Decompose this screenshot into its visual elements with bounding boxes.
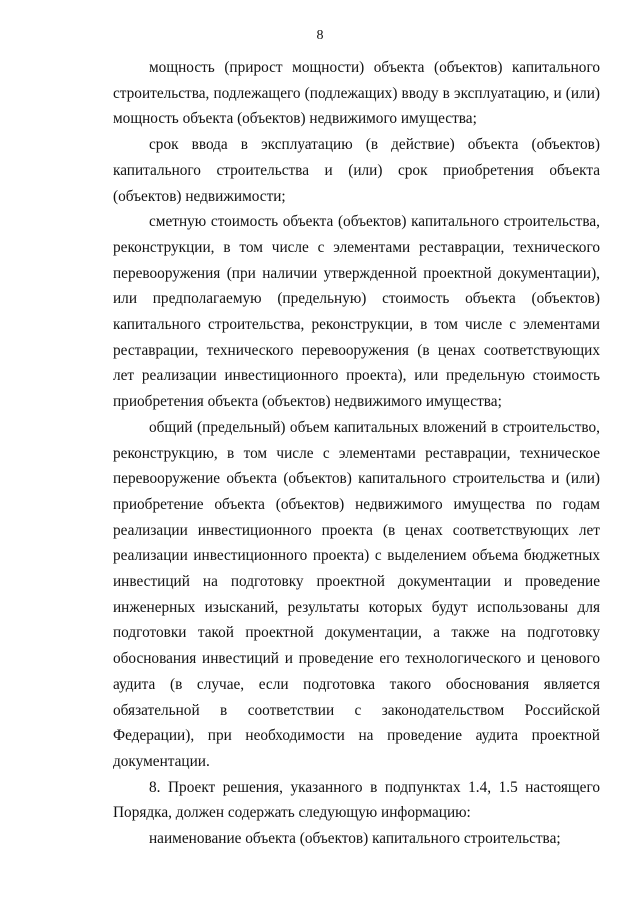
- paragraph-section-8: 8. Проект решения, указанного в подпунктах 1.4, 1.5 настоящего Порядка, должен содержать следующую информацию:: [113, 778, 600, 822]
- paragraph-object-name: наименование объекта (объектов) капитального строительства;: [149, 830, 561, 848]
- document-body: [113, 55, 600, 852]
- paragraph-capital-investment-volume: общий (предельный) объем капитальных вложений в строительство, реконструкцию, в том числе с элементами реставрации, техническое перевооружение объекта (объектов) капитального строительства и (или) приобретение объекта (объектов) недвижимого имущества по годам реализации инвестиционного проекта (в ценах соответствующих лет реализации инвестиционного проекта) с выделением объема бюджетных инвестиций на подготовку проектной документации и проведение инженерных изысканий, результаты которых будут использованы для подготовки такой проектной документации, а также на подготовку обоснования инвестиций и проведение его технологического и ценового аудита (в случае, если подготовка такого обоснования является обязательной в соответствии с законодательством Российской Федерации), при необходимости на проведение аудита проектной документации.: [113, 418, 600, 770]
- paragraph-commissioning-term: срок ввода в эксплуатацию (в действие) объекта (объектов) капитального строительства и (или) срок приобретения объекта (объектов) недвижимости;: [113, 136, 600, 205]
- paragraph-estimated-cost: сметную стоимость объекта (объектов) капитального строительства, реконструкции, в том числе с элементами реставрации, технического перевооружения (при наличии утвержденной проектной документации), или предполагаемую (предельную) стоимость объекта (объектов) капитального строительства, реконструкции, в том числе с элементами реставрации, технического перевооружения (в ценах соответствующих лет реализации инвестиционного проекта), или предельную стоимость приобретения объекта (объектов) недвижимого имущества;: [113, 213, 600, 411]
- page-number: 8: [316, 28, 324, 43]
- paragraph-capacity: мощность (прирост мощности) объекта (объектов) капитального строительства, подлежащего (подлежащих) вводу в эксплуатацию, и (или) мощность объекта (объектов) недвижимого имущества;: [113, 59, 600, 128]
